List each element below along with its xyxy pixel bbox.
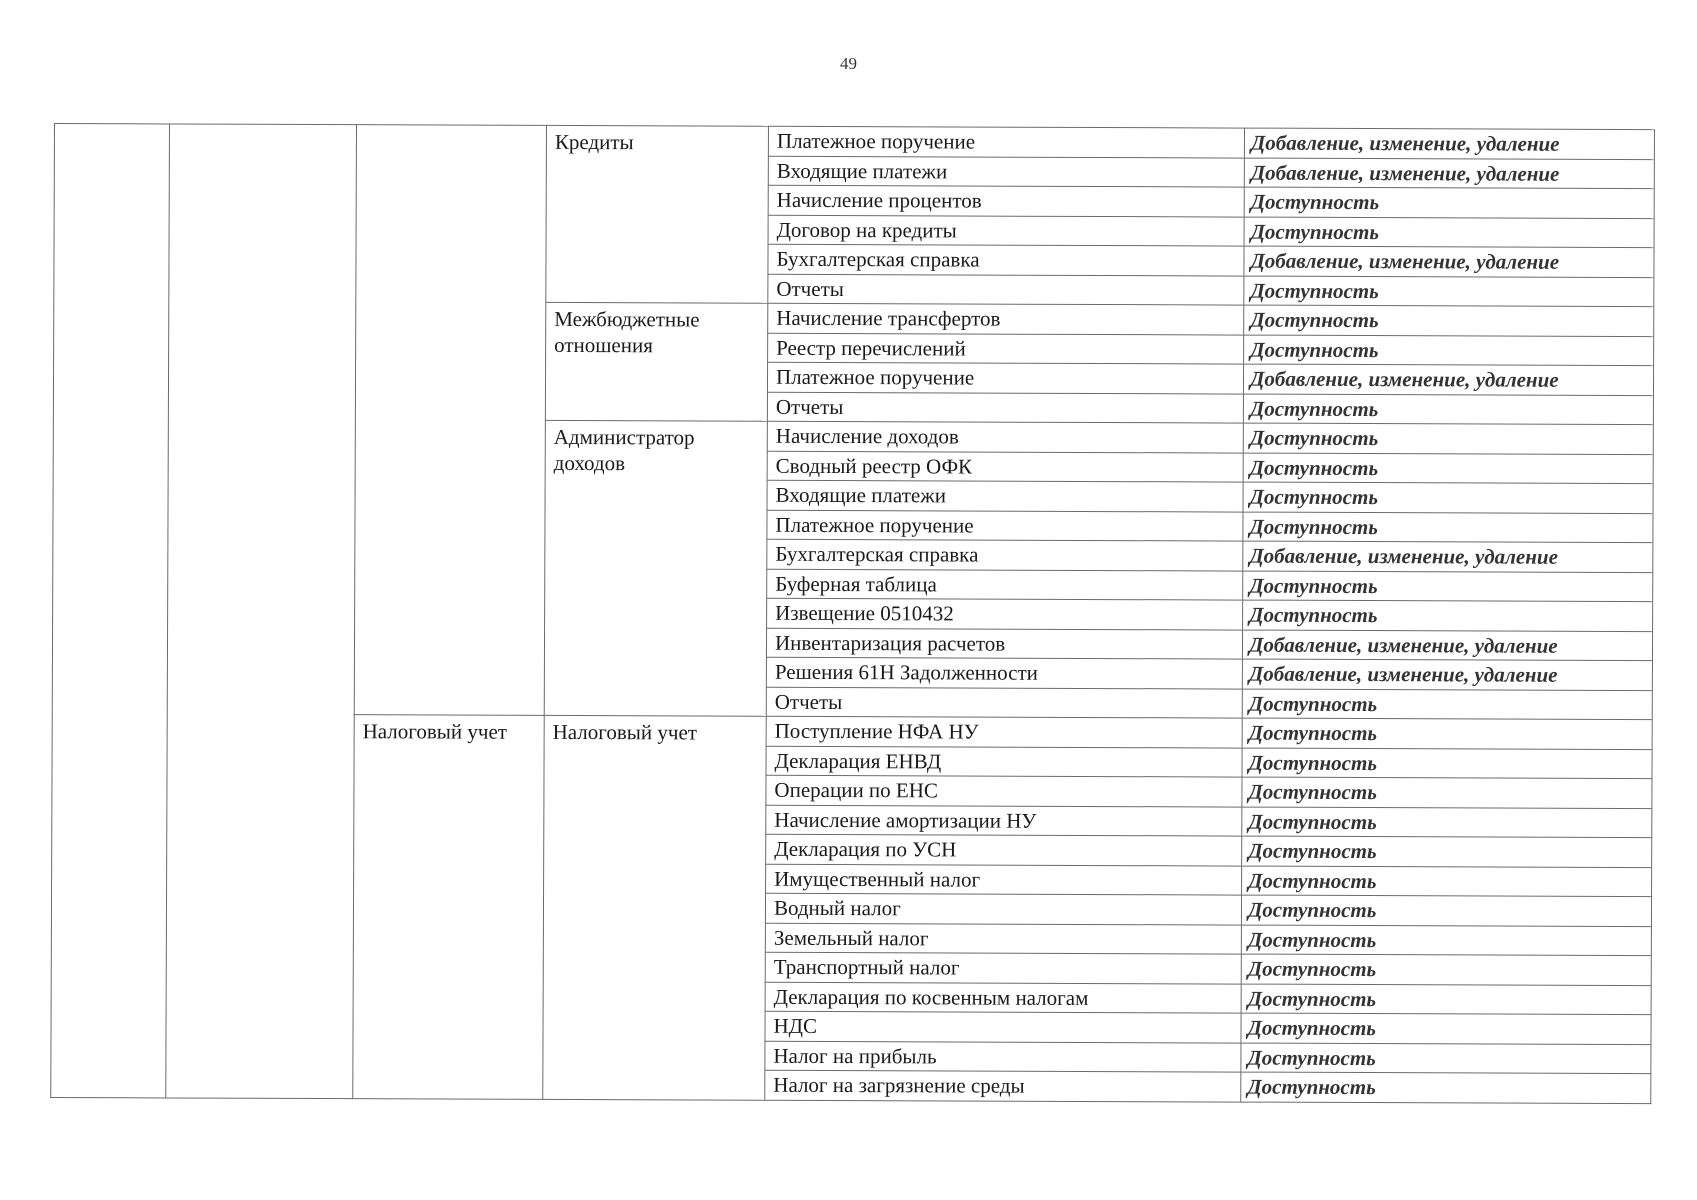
document-name-cell: Транспортный налог — [765, 952, 1241, 983]
access-level-cell: Доступность — [1242, 748, 1652, 779]
document-name-cell: Начисление доходов — [767, 421, 1243, 452]
module-cell — [166, 124, 357, 1098]
access-level-cell: Доступность — [1241, 954, 1651, 985]
access-level-cell: Доступность — [1241, 1043, 1651, 1074]
document-name-cell: Отчеты — [768, 274, 1244, 305]
access-level-cell: Доступность — [1244, 187, 1654, 218]
document-name-cell: Входящие платежи — [768, 156, 1244, 187]
document-name-cell: Договор на кредиты — [768, 215, 1244, 246]
access-level-cell: Доступность — [1241, 1072, 1651, 1103]
document-name-cell: Декларация по косвенным налогам — [765, 982, 1241, 1013]
document-name-cell: Операции по ЕНС — [766, 775, 1242, 806]
permissions-table — [50, 123, 1655, 1104]
access-level-cell: Доступность — [1242, 689, 1652, 720]
document-name-cell: Входящие платежи — [767, 480, 1243, 511]
access-level-cell: Доступность — [1242, 836, 1652, 867]
document-name-cell: Бухгалтерская справка — [767, 539, 1243, 570]
document-name-cell: Водный налог — [765, 893, 1241, 924]
document-name-cell: Решения 61Н Задолженности — [766, 657, 1242, 688]
document-name-cell: Буферная таблица — [767, 569, 1243, 600]
access-level-cell: Добавление, изменение, удаление — [1244, 246, 1654, 277]
access-level-cell: Доступность — [1241, 895, 1651, 926]
document-name-cell: Налог на прибыль — [765, 1041, 1241, 1072]
document-name-cell: Земельный налог — [765, 923, 1241, 954]
access-level-cell: Доступность — [1243, 512, 1653, 543]
document-name-cell: Имущественный налог — [766, 864, 1242, 895]
access-level-cell: Добавление, изменение, удаление — [1244, 158, 1654, 189]
access-level-cell: Добавление, изменение, удаление — [1244, 128, 1654, 159]
document-name-cell: Сводный реестр ОФК — [767, 451, 1243, 482]
document-name-cell: Налог на загрязнение среды — [765, 1070, 1241, 1101]
section-cell — [354, 125, 546, 716]
document-name-cell: Поступление НФА НУ — [766, 716, 1242, 747]
subgroup-cell: Межбюджетные отношения — [545, 302, 767, 421]
access-level-cell: Доступность — [1244, 217, 1654, 248]
document-name-cell: Платежное поручение — [767, 510, 1243, 541]
access-level-cell: Доступность — [1242, 866, 1652, 897]
document-name-cell: Реестр перечислений — [768, 333, 1244, 364]
access-level-cell: Доступность — [1243, 600, 1653, 631]
document-name-cell: Отчеты — [766, 687, 1242, 718]
access-level-cell: Доступность — [1243, 453, 1653, 484]
access-level-cell: Доступность — [1243, 423, 1653, 454]
subgroup-cell: Кредиты — [546, 125, 769, 303]
access-level-cell: Доступность — [1243, 394, 1653, 425]
access-level-cell: Доступность — [1242, 777, 1652, 808]
subgroup-cell: Администратор доходов — [544, 420, 767, 716]
document-name-cell: Инвентаризация расчетов — [766, 628, 1242, 659]
document-name-cell: НДС — [765, 1011, 1241, 1042]
access-level-cell: Добавление, изменение, удаление — [1243, 364, 1653, 395]
number-cell — [51, 124, 170, 1098]
document-name-cell: Декларация по УСН — [766, 834, 1242, 865]
table-row — [54, 124, 1654, 160]
access-level-cell: Доступность — [1242, 718, 1652, 749]
access-level-cell: Доступность — [1241, 925, 1651, 956]
document-name-cell: Извещение 0510432 — [767, 598, 1243, 629]
subgroup-cell: Налоговый учет — [543, 715, 766, 1099]
access-level-cell: Доступность — [1241, 984, 1651, 1015]
document-name-cell: Начисление амортизации НУ — [766, 805, 1242, 836]
access-level-cell: Доступность — [1241, 1013, 1651, 1044]
page-number: 49 — [840, 54, 857, 73]
access-level-cell: Доступность — [1242, 807, 1652, 838]
document-name-cell: Бухгалтерская справка — [768, 244, 1244, 275]
document-name-cell: Отчеты — [767, 392, 1243, 423]
document-name-cell: Платежное поручение — [768, 126, 1244, 157]
access-level-cell: Доступность — [1244, 276, 1654, 307]
section-cell: Налоговый учет — [353, 715, 544, 1099]
access-level-cell: Добавление, изменение, удаление — [1242, 659, 1652, 690]
access-level-cell: Доступность — [1244, 305, 1654, 336]
access-level-cell: Добавление, изменение, удаление — [1242, 630, 1652, 661]
document-name-cell: Платежное поручение — [767, 362, 1243, 393]
access-level-cell: Доступность — [1243, 571, 1653, 602]
access-level-cell: Добавление, изменение, удаление — [1243, 541, 1653, 572]
access-level-cell: Доступность — [1244, 335, 1654, 366]
document-name-cell: Декларация ЕНВД — [766, 746, 1242, 777]
document-name-cell: Начисление процентов — [768, 185, 1244, 216]
access-level-cell: Доступность — [1243, 482, 1653, 513]
document-name-cell: Начисление трансфертов — [768, 303, 1244, 334]
